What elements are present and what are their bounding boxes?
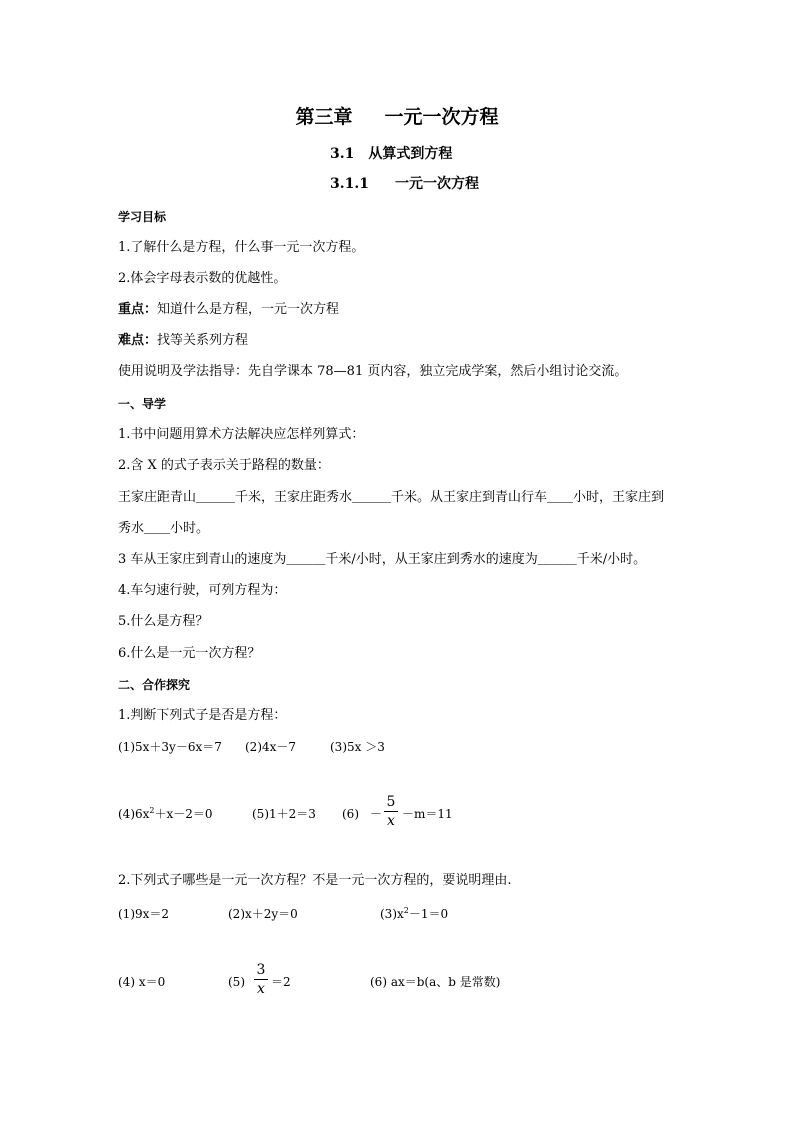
goal-item-1: 1.了解什么是方程，什么事一元一次方程。 — [118, 240, 365, 255]
fraction-denominator: x — [257, 981, 265, 997]
guide-heading: 一、导学 — [118, 397, 167, 411]
expr-1-2: (2)4x－7 — [245, 740, 297, 754]
exponent: 2 — [149, 806, 155, 815]
fraction-bar — [254, 979, 268, 980]
expr-2-4: (4) x＝0 — [118, 975, 166, 989]
chapter-number: 第三章 — [295, 106, 353, 128]
guide-question-1: 1.书中问题用算术方法解决应怎样列算式： — [118, 427, 365, 442]
goals-heading: 学习目标 — [118, 210, 167, 224]
expr-2-1: (1)9x＝2 — [118, 907, 170, 921]
fraction-numerator: 3 — [256, 962, 266, 978]
key-point — [118, 302, 339, 318]
expr-1-6-rest: －m＝11 — [402, 807, 453, 821]
expr-2-3: $(3)x^2-1=0$ — [380, 906, 449, 921]
guide-question-2-line-2: 秀水＿＿小时。 — [118, 521, 210, 536]
fraction-numerator: 5 — [386, 794, 396, 810]
guide-question-2-line-1: 王家庄距青山＿＿＿千米，王家庄距秀水＿＿＿千米。从王家庄到青山行车＿＿小时，王家庄到 — [118, 490, 665, 505]
section-name: 从算式到方程 — [368, 146, 453, 162]
difficulty-point — [118, 333, 248, 349]
expr-1-3: (3)5x ＞3 — [330, 740, 385, 754]
expr-1-4: $(4)6x^2+x-2=0$ — [118, 806, 213, 821]
guide-question-4: 4.车匀速行驶，可列方程为： — [118, 583, 287, 598]
expr-2-5-label: (5) — [228, 975, 245, 989]
chapter-title — [0, 106, 794, 128]
guide-question-2: 2.含 X 的式子表示关于路程的数量： — [118, 458, 330, 473]
fraction-denominator: x — [387, 813, 395, 829]
explore-question-1: 1.判断下列式子是否是方程： — [118, 708, 287, 723]
expr-1-1: (1)5x＋3y－6x＝7 — [118, 740, 222, 754]
expr-2-6: (6) ax＝b(a、b 是常数) — [370, 975, 501, 989]
subsection-name: 一元一次方程 — [394, 176, 479, 192]
expr-2-5-rest: ＝2 — [271, 975, 291, 989]
expr-2-2: (2)x＋2y＝0 — [228, 907, 298, 921]
goal-item-2: 2.体会字母表示数的优越性。 — [118, 271, 287, 286]
guide-question-5: 5.什么是方程？ — [118, 614, 209, 629]
guide-question-3: 3 车从王家庄到青山的速度为＿＿＿千米/小时，从王家庄到秀水的速度为＿＿＿千米/小时。 — [118, 552, 647, 567]
explore-question-2: 2.下列式子哪些是一元一次方程？不是一元一次方程的，要说明理由. — [118, 873, 512, 888]
fraction-3-over-x — [254, 962, 268, 997]
subsection-title — [330, 176, 479, 192]
chapter-name: 一元一次方程 — [384, 106, 499, 128]
subsection-number: 3.1.1 — [330, 176, 369, 192]
section-title — [330, 146, 452, 162]
fraction-bar — [384, 811, 398, 812]
expr-1-6-sign: － — [370, 807, 383, 821]
key-point-label: 重点： — [118, 302, 158, 317]
guide-question-6: 6.什么是一元一次方程？ — [118, 646, 261, 661]
exponent: 2 — [403, 906, 409, 915]
instructions: 使用说明及学法指导：先自学课本 78—81 页内容，独立完成学案，然后小组讨论交流。 — [118, 364, 628, 379]
explore-heading: 二、合作探究 — [118, 678, 191, 692]
difficulty-label: 难点： — [118, 333, 158, 348]
fraction-5-over-x — [384, 794, 398, 829]
key-point-text: 知道什么是方程，一元一次方程 — [157, 302, 340, 317]
difficulty-text: 找等关系列方程 — [157, 333, 249, 348]
section-number: 3.1 — [330, 146, 355, 162]
expr-1-5: (5)1＋2＝3 — [252, 807, 316, 821]
expr-1-6-label: (6) — [342, 807, 359, 821]
